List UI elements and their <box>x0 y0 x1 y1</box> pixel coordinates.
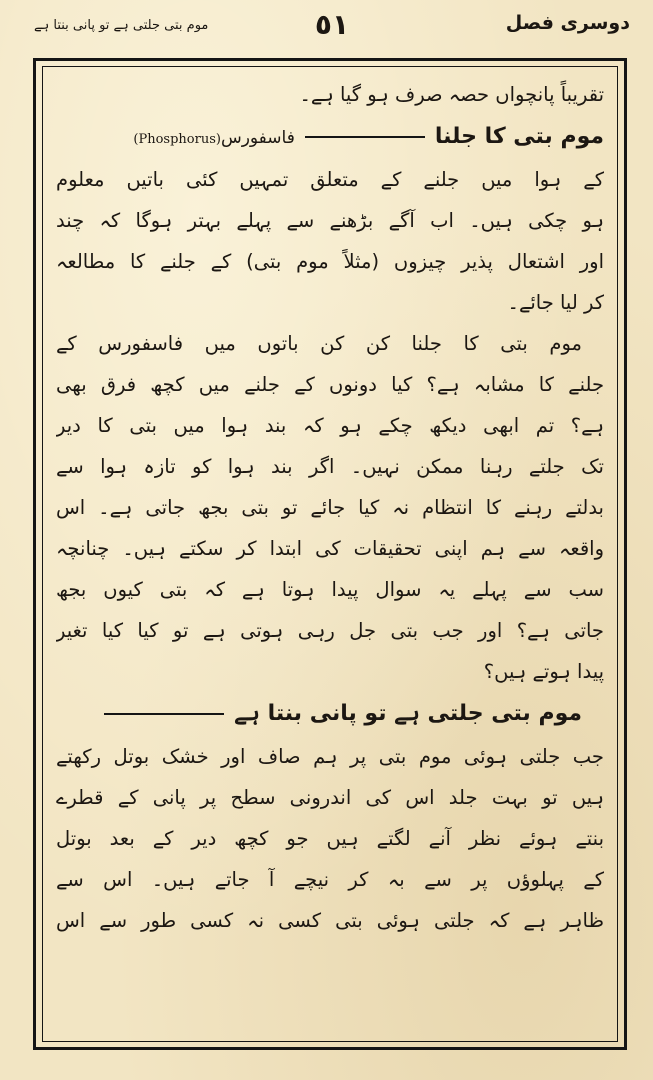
text-line: جاتی ہے؟ اور جب بتی جل رہی ہوتی ہے تو کیا کیا تغیر <box>56 619 604 642</box>
phosphorus-latin-label: (Phosphorus) <box>133 132 221 147</box>
section-heading-candle-burning <box>56 115 604 159</box>
heading-rule <box>104 713 224 715</box>
text-line: ظاہر ہے کہ جلتی ہوئی بتی کسی نہ کسی طور سے اس <box>56 909 604 932</box>
text-line: ہیں تو بہت جلد اس کی اندرونی سطح پر پانی کے قطرے <box>56 786 604 809</box>
text-line: کے ہوا میں جلنے کے متعلق تمہیں کئی باتیں معلوم <box>56 168 604 191</box>
text-line: ہو چکی ہیں۔ اب آگے بڑھنے سے پہلے بہتر ہوگا کہ چند <box>56 209 604 232</box>
text-line: جب جلتی ہوئی موم بتی پر ہم صاف اور خشک بوتل رکھتے <box>56 745 604 768</box>
page-body <box>56 74 604 1036</box>
text-line: جلنے کا مشابہ ہے؟ کیا دونوں کے جلنے میں کچھ فرق بھی <box>56 373 604 396</box>
text-line: پیدا ہوتے ہیں؟ <box>483 660 604 683</box>
text-line: سب سے پہلے یہ سوال پیدا ہوتا ہے کہ بتی کیوں بجھ <box>56 578 604 601</box>
text-line: واقعہ سے ہم اپنی تحقیقات کی ابتدا کر سکتے ہیں۔ چنانچہ <box>56 537 604 560</box>
text-line: ہے؟ تم ابھی دیکھ چکے ہو کہ بند ہوا میں بتی کا دیر <box>56 414 604 437</box>
heading-rule <box>305 136 425 138</box>
section-heading-title: موم بتی جلتی ہے تو پانی بنتا ہے <box>234 701 582 726</box>
phosphorus-urdu-label: فاسفورس <box>220 128 295 148</box>
text-line: تک جلتے رہنا ممکن نہیں۔ اگر بند ہوا کو تازہ ہوا سے <box>56 455 604 478</box>
text-line: بنتے ہوئے نظر آنے لگتے ہیں جو کچھ دیر کے بعد بوتل <box>56 827 604 850</box>
page-number: ٥١ <box>314 8 350 41</box>
text-line: کر لیا جائے۔ <box>507 291 604 314</box>
section-heading-title: موم بتی کا جلنا <box>434 124 604 149</box>
running-title: موم بتی جلتی ہے تو پانی بنتا ہے <box>34 18 209 33</box>
section-heading-water <box>56 692 604 736</box>
chapter-title: دوسری فصل <box>505 12 630 34</box>
text-line: کے پہلوؤں پر سے بہ کر نیچے آ جاتے ہیں۔ اس سے <box>56 868 604 891</box>
running-header <box>34 8 630 48</box>
text-line: موم بتی کا جلنا کن کن باتوں میں فاسفورس کے <box>56 332 582 355</box>
text-line: تقریباً پانچواں حصہ صرف ہو گیا ہے۔ <box>299 83 604 106</box>
text-line: اور اشتعال پذیر چیزوں (مثلاً موم بتی) کے جلنے کا مطالعہ <box>56 250 604 273</box>
text-line: بدلتے رہنے کا انتظام نہ کیا جائے تو بتی بجھ جاتی ہے۔ اس <box>56 496 604 519</box>
